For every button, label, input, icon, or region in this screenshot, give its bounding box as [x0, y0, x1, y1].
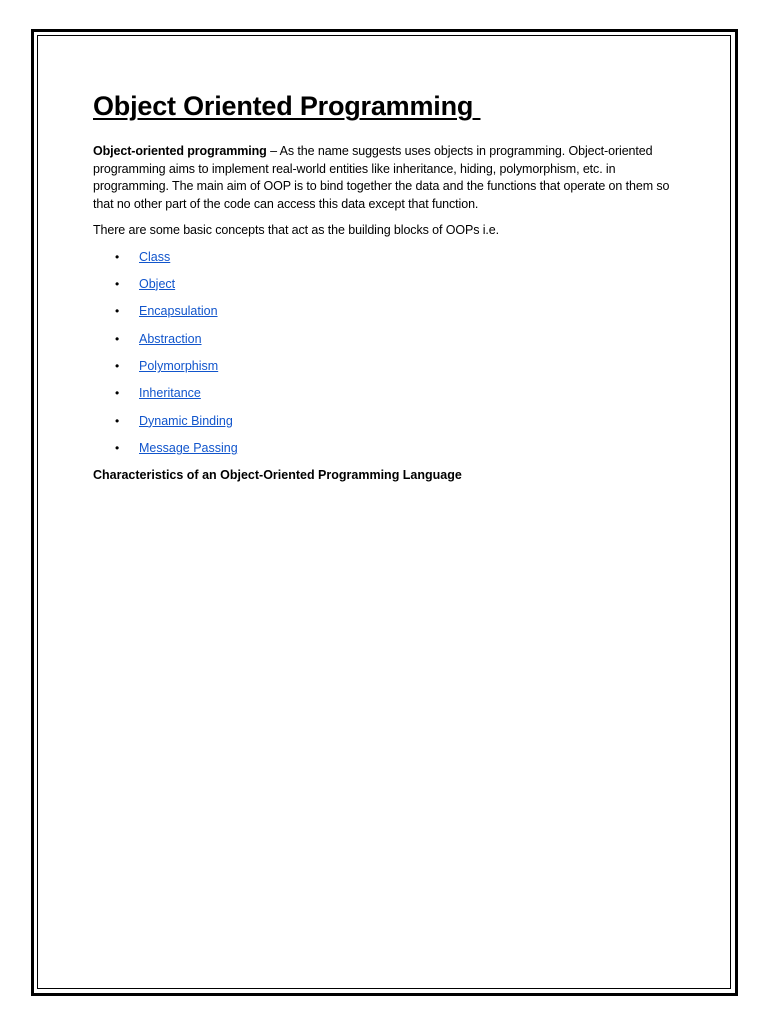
link-class[interactable]: Class — [139, 249, 171, 264]
intro-bold-term: Object-oriented programming — [93, 144, 267, 158]
list-item — [93, 358, 683, 385]
list-item — [93, 276, 683, 303]
list-item — [93, 413, 683, 440]
link-encapsulation[interactable]: Encapsulation — [139, 304, 218, 319]
intro-paragraph — [93, 143, 683, 213]
link-abstraction[interactable]: Abstraction — [139, 331, 202, 346]
bullet-icon: • — [115, 331, 120, 346]
bullet-icon: • — [115, 276, 120, 291]
bullet-icon: • — [115, 359, 120, 374]
document-content — [93, 88, 683, 484]
document-title: Object Oriented Programming — [93, 91, 481, 121]
section-heading-characteristics: Characteristics of an Object-Oriented Programming Language — [93, 467, 462, 482]
list-item — [93, 303, 683, 330]
concepts-intro-paragraph: There are some basic concepts that act as the building blocks of OOPs i.e. — [93, 223, 500, 237]
bullet-icon: • — [115, 304, 120, 319]
list-item — [93, 385, 683, 412]
link-inheritance[interactable]: Inheritance — [139, 386, 201, 401]
link-object[interactable]: Object — [139, 276, 176, 291]
link-dynamic-binding[interactable]: Dynamic Binding — [139, 413, 233, 428]
concept-list — [93, 249, 683, 468]
list-item — [93, 249, 683, 276]
list-item — [93, 331, 683, 358]
bullet-icon: • — [115, 386, 120, 401]
intro-text: – As the name suggests uses objects in programming. Object-oriented programming aims to implement real-world entities like inheritance, hiding, polymorphism, etc. in programming. The main aim of OOP is to bind together the data and the functions that operate on them so that no other part of the code can access this data except that function. — [93, 144, 670, 211]
list-item — [93, 440, 683, 467]
bullet-icon: • — [115, 249, 120, 264]
link-message-passing[interactable]: Message Passing — [139, 441, 238, 456]
bullet-icon: • — [115, 441, 120, 456]
link-polymorphism[interactable]: Polymorphism — [139, 359, 219, 374]
bullet-icon: • — [115, 413, 120, 428]
